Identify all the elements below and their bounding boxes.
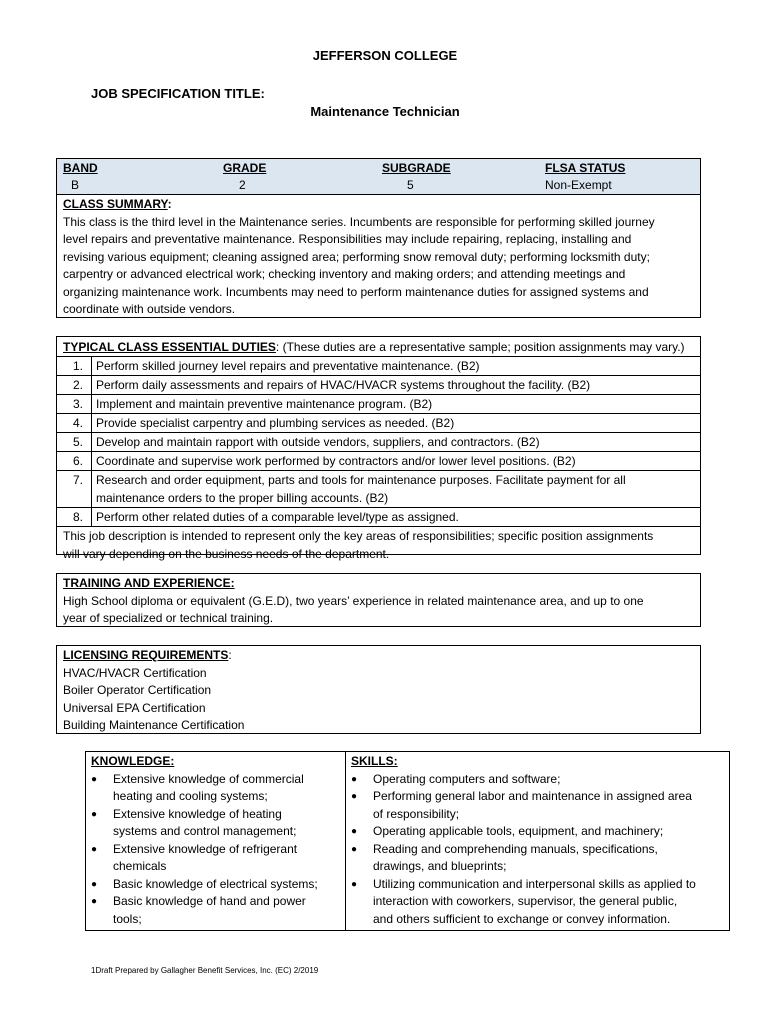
duty-text-line: maintenance orders to the proper billing accounts. (B2): [96, 491, 389, 505]
duty-row: [57, 471, 700, 508]
duty-number: 6.: [57, 452, 92, 471]
duty-number: 1.: [57, 357, 92, 376]
summary-line: organizing maintenance work. Incumbents may need to perform maintenance duties for assigned systems and: [63, 284, 649, 299]
knowledge-label: KNOWLEDGE:: [91, 754, 175, 768]
college-name: JEFFERSON COLLEGE: [312, 48, 458, 63]
summary-line: revising various equipment; cleaning assigned area; performing snow removal duty; performing locksmith duty;: [63, 249, 650, 264]
flsa-label: FLSA STATUS: [545, 161, 626, 175]
duties-box: [56, 336, 701, 561]
grade-value: 2: [239, 178, 246, 192]
duties-label: TYPICAL CLASS ESSENTIAL DUTIES: [63, 340, 276, 354]
knowledge-item: ● Extensive knowledge of commercial heating and cooling systems;: [91, 771, 341, 806]
duty-row: [57, 508, 700, 527]
duty-number: 4.: [57, 414, 92, 433]
classification-box: [56, 158, 701, 318]
duty-text: Perform skilled journey level repairs and preventative maintenance. (B2): [92, 357, 701, 376]
duty-text: Perform daily assessments and repairs of HVAC/HVACR systems throughout the facility. (B2): [92, 376, 701, 395]
duty-row: [57, 433, 700, 452]
license-item: Universal EPA Certification: [63, 700, 206, 715]
duty-text: Perform other related duties of a comparable level/type as assigned.: [92, 508, 701, 527]
license-item: Boiler Operator Certification: [63, 683, 212, 697]
column-divider: [345, 752, 346, 930]
duty-text-line: Research and order equipment, parts and tools for maintenance purposes. Facilitate payment for all: [96, 473, 626, 487]
duties-footer: [57, 526, 700, 563]
training-line: High School diploma or equivalent (G.E.D), two years’ experience in related maintenance area, and up to one: [63, 593, 644, 608]
skills-item: ● Performing general labor and maintenance in assigned area of responsibility;: [351, 788, 723, 823]
job-title: Maintenance Technician: [310, 104, 460, 119]
duty-number: 7.: [57, 471, 92, 508]
licensing-box: [56, 645, 701, 734]
grade-label: GRADE: [223, 161, 267, 175]
knowledge-item: ● Basic knowledge of hand and power tools;: [91, 893, 341, 928]
skills-label: SKILLS:: [351, 754, 398, 768]
training-line: year of specialized or technical training.: [63, 611, 274, 625]
duties-table: [57, 356, 700, 526]
duties-footer-line: will vary depending on the business needs of the department.: [63, 547, 390, 561]
duties-note: : (These duties are a representative sample; position assignments may vary.): [275, 340, 685, 354]
duty-row: [57, 414, 700, 433]
duty-text: Coordinate and supervise work performed by contractors and/or lower level positions. (B2): [92, 452, 701, 471]
skills-item: ● Operating applicable tools, equipment, and machinery;: [351, 823, 723, 841]
duty-number: 2.: [57, 376, 92, 395]
duty-text: Implement and maintain preventive maintenance program. (B2): [92, 395, 701, 414]
class-summary-label: CLASS SUMMARY: [63, 197, 168, 211]
duty-text: [92, 471, 701, 508]
knowledge-column: [91, 753, 341, 928]
duty-row: [57, 376, 700, 395]
duty-row: [57, 395, 700, 414]
duty-text: Provide specialist carpentry and plumbing services as needed. (B2): [92, 414, 701, 433]
classification-header: [57, 159, 700, 195]
skills-item: ● Operating computers and software;: [351, 771, 723, 789]
knowledge-skills-box: [85, 751, 730, 931]
band-label: BAND: [63, 161, 98, 175]
duties-footer-line: This job description is intended to represent only the key areas of responsibilities; specific position assignments: [63, 529, 654, 543]
license-item: HVAC/HVACR Certification: [63, 665, 207, 680]
knowledge-item: ● Extensive knowledge of refrigerant chemicals: [91, 841, 341, 876]
licensing-label: LICENSING REQUIREMENTS: [63, 648, 229, 662]
skills-column: [351, 753, 723, 928]
subgrade-label: SUBGRADE: [382, 161, 451, 175]
summary-line: carpentry or advanced electrical work; checking inventory and making orders; and attending meetings and: [63, 267, 626, 281]
flsa-value: Non-Exempt: [545, 178, 612, 192]
duty-text: Develop and maintain rapport with outside vendors, suppliers, and contractors. (B2): [92, 433, 701, 452]
knowledge-item: ● Extensive knowledge of heating systems and control management;: [91, 806, 341, 841]
duty-row: [57, 357, 700, 376]
duty-number: 8.: [57, 508, 92, 527]
summary-line: level repairs and preventative maintenance. Responsibilities may include repairing, replacing, installing and: [63, 232, 632, 246]
summary-line: This class is the third level in the Maintenance series. Incumbents are responsible for performing skilled journey: [63, 214, 655, 229]
subgrade-value: 5: [407, 178, 414, 192]
summary-line: coordinate with outside vendors.: [63, 302, 236, 316]
license-item: Building Maintenance Certification: [63, 718, 245, 732]
knowledge-item: ● Basic knowledge of electrical systems;: [91, 876, 341, 894]
training-label: TRAINING AND EXPERIENCE:: [63, 576, 235, 590]
licensing-colon: :: [228, 648, 232, 662]
band-value: B: [71, 178, 80, 192]
duty-row: [57, 452, 700, 471]
duty-number: 3.: [57, 395, 92, 414]
duty-number: 5.: [57, 433, 92, 452]
skills-item: ● Reading and comprehending manuals, specifications, drawings, and blueprints;: [351, 841, 723, 876]
page-footer: 1Draft Prepared by Gallagher Benefit Services, Inc. (EC) 2/2019: [91, 966, 319, 975]
duties-header: [57, 337, 700, 356]
class-summary: CLASS SUMMARY: This class is the third level in the Maintenance series. Incumbents are responsible for performing skilled journey level repairs and preventative maintenance. Responsibilities may include repairing, replacing, installing and revising various equipment; cleaning assigned area; performing snow removal duty; performing locksmith duty; carpentry or advanced electrical work; checking inventory and making orders; and attending meetings and organizing maintenance work. Incumbents may need to perform maintenance duties for assigned systems and coordinate with outside vendors.: [63, 196, 695, 319]
skills-item: ● Utilizing communication and interpersonal skills as applied to interaction with coworkers, supervisor, the general public, and others sufficient to exchange or convey information.: [351, 876, 723, 929]
training-box: [56, 573, 701, 627]
spec-title-label: JOB SPECIFICATION TITLE:: [91, 86, 265, 101]
